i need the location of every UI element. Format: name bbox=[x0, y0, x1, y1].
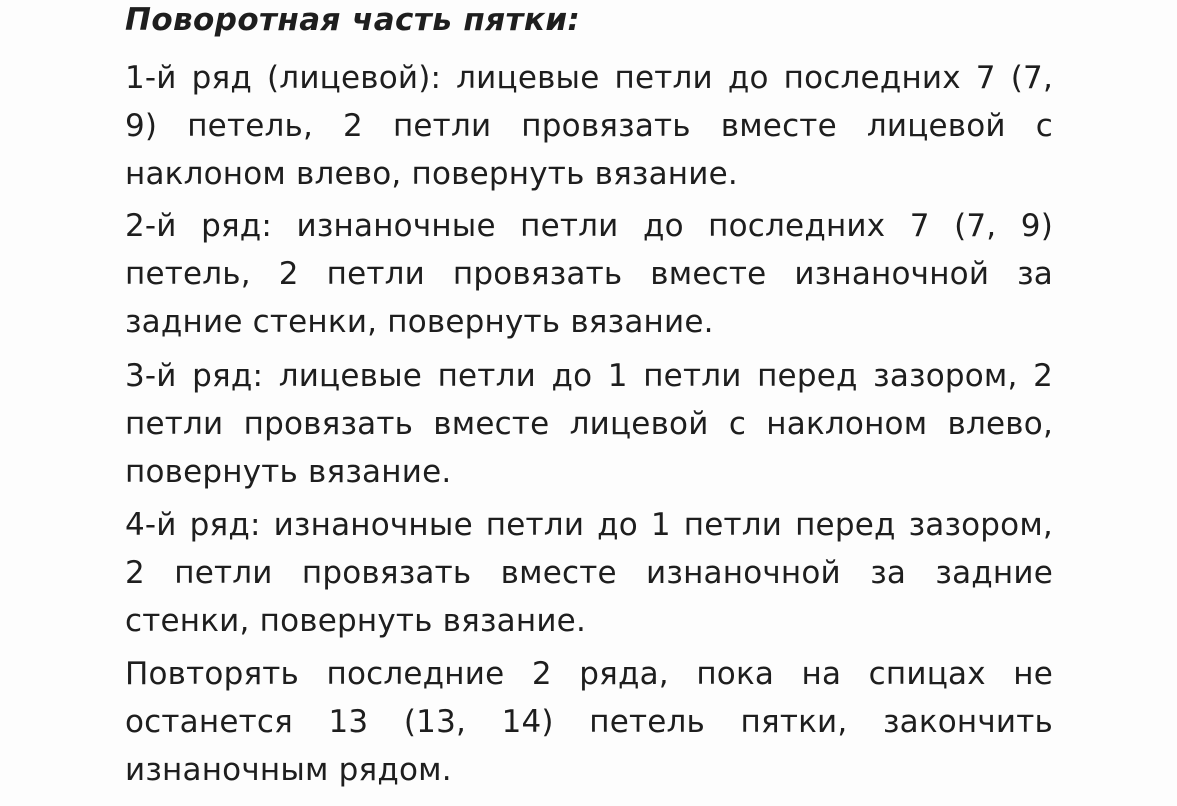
instruction-row-4: 4-й ряд: изнаночные петли до 1 петли перед зазором, 2 петли провязать вместе изнаночной за задние стенки, повернуть вязание. bbox=[125, 507, 1053, 639]
section-heading: Поворотная часть пятки: bbox=[125, 2, 581, 38]
instruction-row-1: 1-й ряд (лицевой): лицевые петли до последних 7 (7, 9) петель, 2 петли провязать вместе лицевой с наклоном влево, повернуть вязание. bbox=[125, 60, 1053, 192]
instruction-row-3: 3-й ряд: лицевые петли до 1 петли перед зазором, 2 петли провязать вместе лицевой с наклоном влево, повернуть вязание. bbox=[125, 358, 1053, 490]
instruction-repeat: Повторять последние 2 ряда, пока на спицах не останется 13 (13, 14) петель пятки, закончить изнаночным рядом. bbox=[125, 656, 1053, 788]
instruction-row-2: 2-й ряд: изнаночные петли до последних 7 (7, 9) петель, 2 петли провязать вместе изнаночной за задние стенки, повернуть вязание. bbox=[125, 208, 1053, 340]
